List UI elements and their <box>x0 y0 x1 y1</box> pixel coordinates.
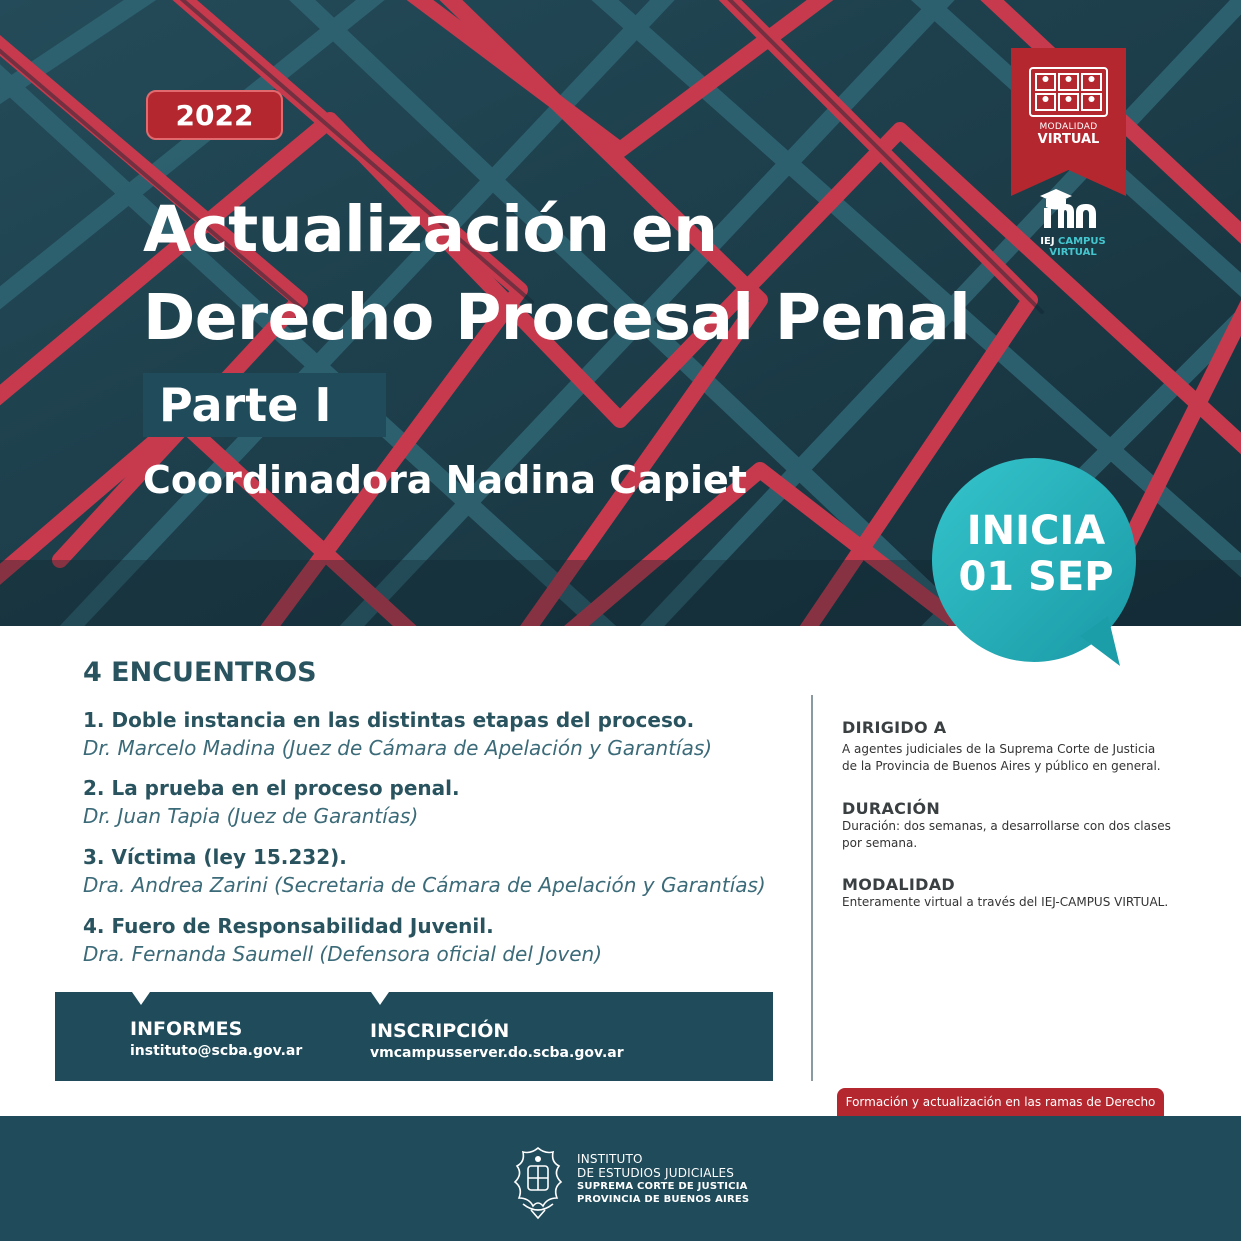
session-item <box>83 912 602 968</box>
title-line-2: Derecho Procesal Penal <box>143 281 971 354</box>
campus-prefix: IEJ <box>1040 236 1055 247</box>
graduation-cap-icon <box>1036 186 1100 230</box>
campus-suffix: CAMPUS VIRTUAL <box>1049 236 1106 258</box>
institution-line-4: PROVINCIA DE BUENOS AIRES <box>577 1194 750 1205</box>
modality-line-2: VIRTUAL <box>1037 132 1100 147</box>
session-item <box>83 774 460 830</box>
coordinator-name: Coordinadora Nadina Capiet <box>143 458 747 502</box>
informes-email[interactable]: instituto@scba.gov.ar <box>130 1043 303 1059</box>
session-speaker: Dra. Andrea Zarini (Secretaria de Cámara de Apelación y Garantías) <box>83 873 766 897</box>
program-tag: Formación y actualización en las ramas de Derecho <box>837 1088 1164 1116</box>
institution-line-3: SUPREMA CORTE DE JUSTICIA <box>577 1181 748 1192</box>
part-label: Parte I <box>143 373 386 437</box>
modality-line: Enteramente virtual a través del IEJ-CAMPUS VIRTUAL. <box>842 895 1169 909</box>
notch-decoration <box>132 992 150 1005</box>
notch-decoration <box>371 992 389 1005</box>
duration-line-2: por semana. <box>842 836 918 850</box>
session-item <box>83 706 712 762</box>
informes-label: INFORMES <box>130 1018 243 1040</box>
session-title: 2. La prueba en el proceso penal. <box>83 776 460 800</box>
duration-section <box>842 799 1182 852</box>
inscripcion-link[interactable]: vmcampusserver.do.scba.gov.ar <box>370 1045 624 1061</box>
session-item <box>83 843 766 899</box>
audience-line-2: de la Provincia de Buenos Aires y público en general. <box>842 759 1161 773</box>
year-badge: 2022 <box>146 90 283 140</box>
sessions-heading: 4 ENCUENTROS <box>83 657 317 688</box>
audience-heading: DIRIGIDO A <box>842 718 947 737</box>
institution-line-2: DE ESTUDIOS JUDICIALES <box>577 1166 735 1180</box>
institution-seal-icon <box>509 1144 567 1220</box>
inscripcion-block <box>370 1019 624 1063</box>
informes-block <box>130 1017 302 1061</box>
campus-virtual-label <box>1018 236 1128 258</box>
session-speaker: Dr. Marcelo Madina (Juez de Cámara de Apelación y Garantías) <box>83 736 713 760</box>
institution-name <box>577 1152 749 1206</box>
session-title: 4. Fuero de Responsabilidad Juvenil. <box>83 914 494 938</box>
start-line-2: 01 SEP <box>958 554 1114 600</box>
modality-line-1: MODALIDAD <box>1039 122 1098 132</box>
start-date <box>934 508 1138 600</box>
modality-label <box>1011 122 1126 147</box>
session-speaker: Dr. Juan Tapia (Juez de Garantías) <box>83 804 419 828</box>
audience-line-1: A agentes judiciales de la Suprema Corte de Justicia <box>842 742 1156 756</box>
duration-heading: DURACIÓN <box>842 799 941 818</box>
session-speaker: Dra. Fernanda Saumell (Defensora oficial del Joven) <box>83 942 602 966</box>
course-title <box>143 186 970 362</box>
audience-section <box>842 718 1182 775</box>
column-divider <box>811 695 813 1081</box>
modality-section <box>842 875 1182 911</box>
inscripcion-label: INSCRIPCIÓN <box>370 1020 510 1042</box>
session-title: 3. Víctima (ley 15.232). <box>83 845 347 869</box>
start-line-1: INICIA <box>966 508 1106 554</box>
modality-heading: MODALIDAD <box>842 875 955 894</box>
title-line-1: Actualización en <box>143 193 718 266</box>
session-title: 1. Doble instancia en las distintas etapas del proceso. <box>83 708 695 732</box>
duration-line-1: Duración: dos semanas, a desarrollarse con dos clases <box>842 819 1171 833</box>
institution-line-1: INSTITUTO <box>577 1152 643 1166</box>
